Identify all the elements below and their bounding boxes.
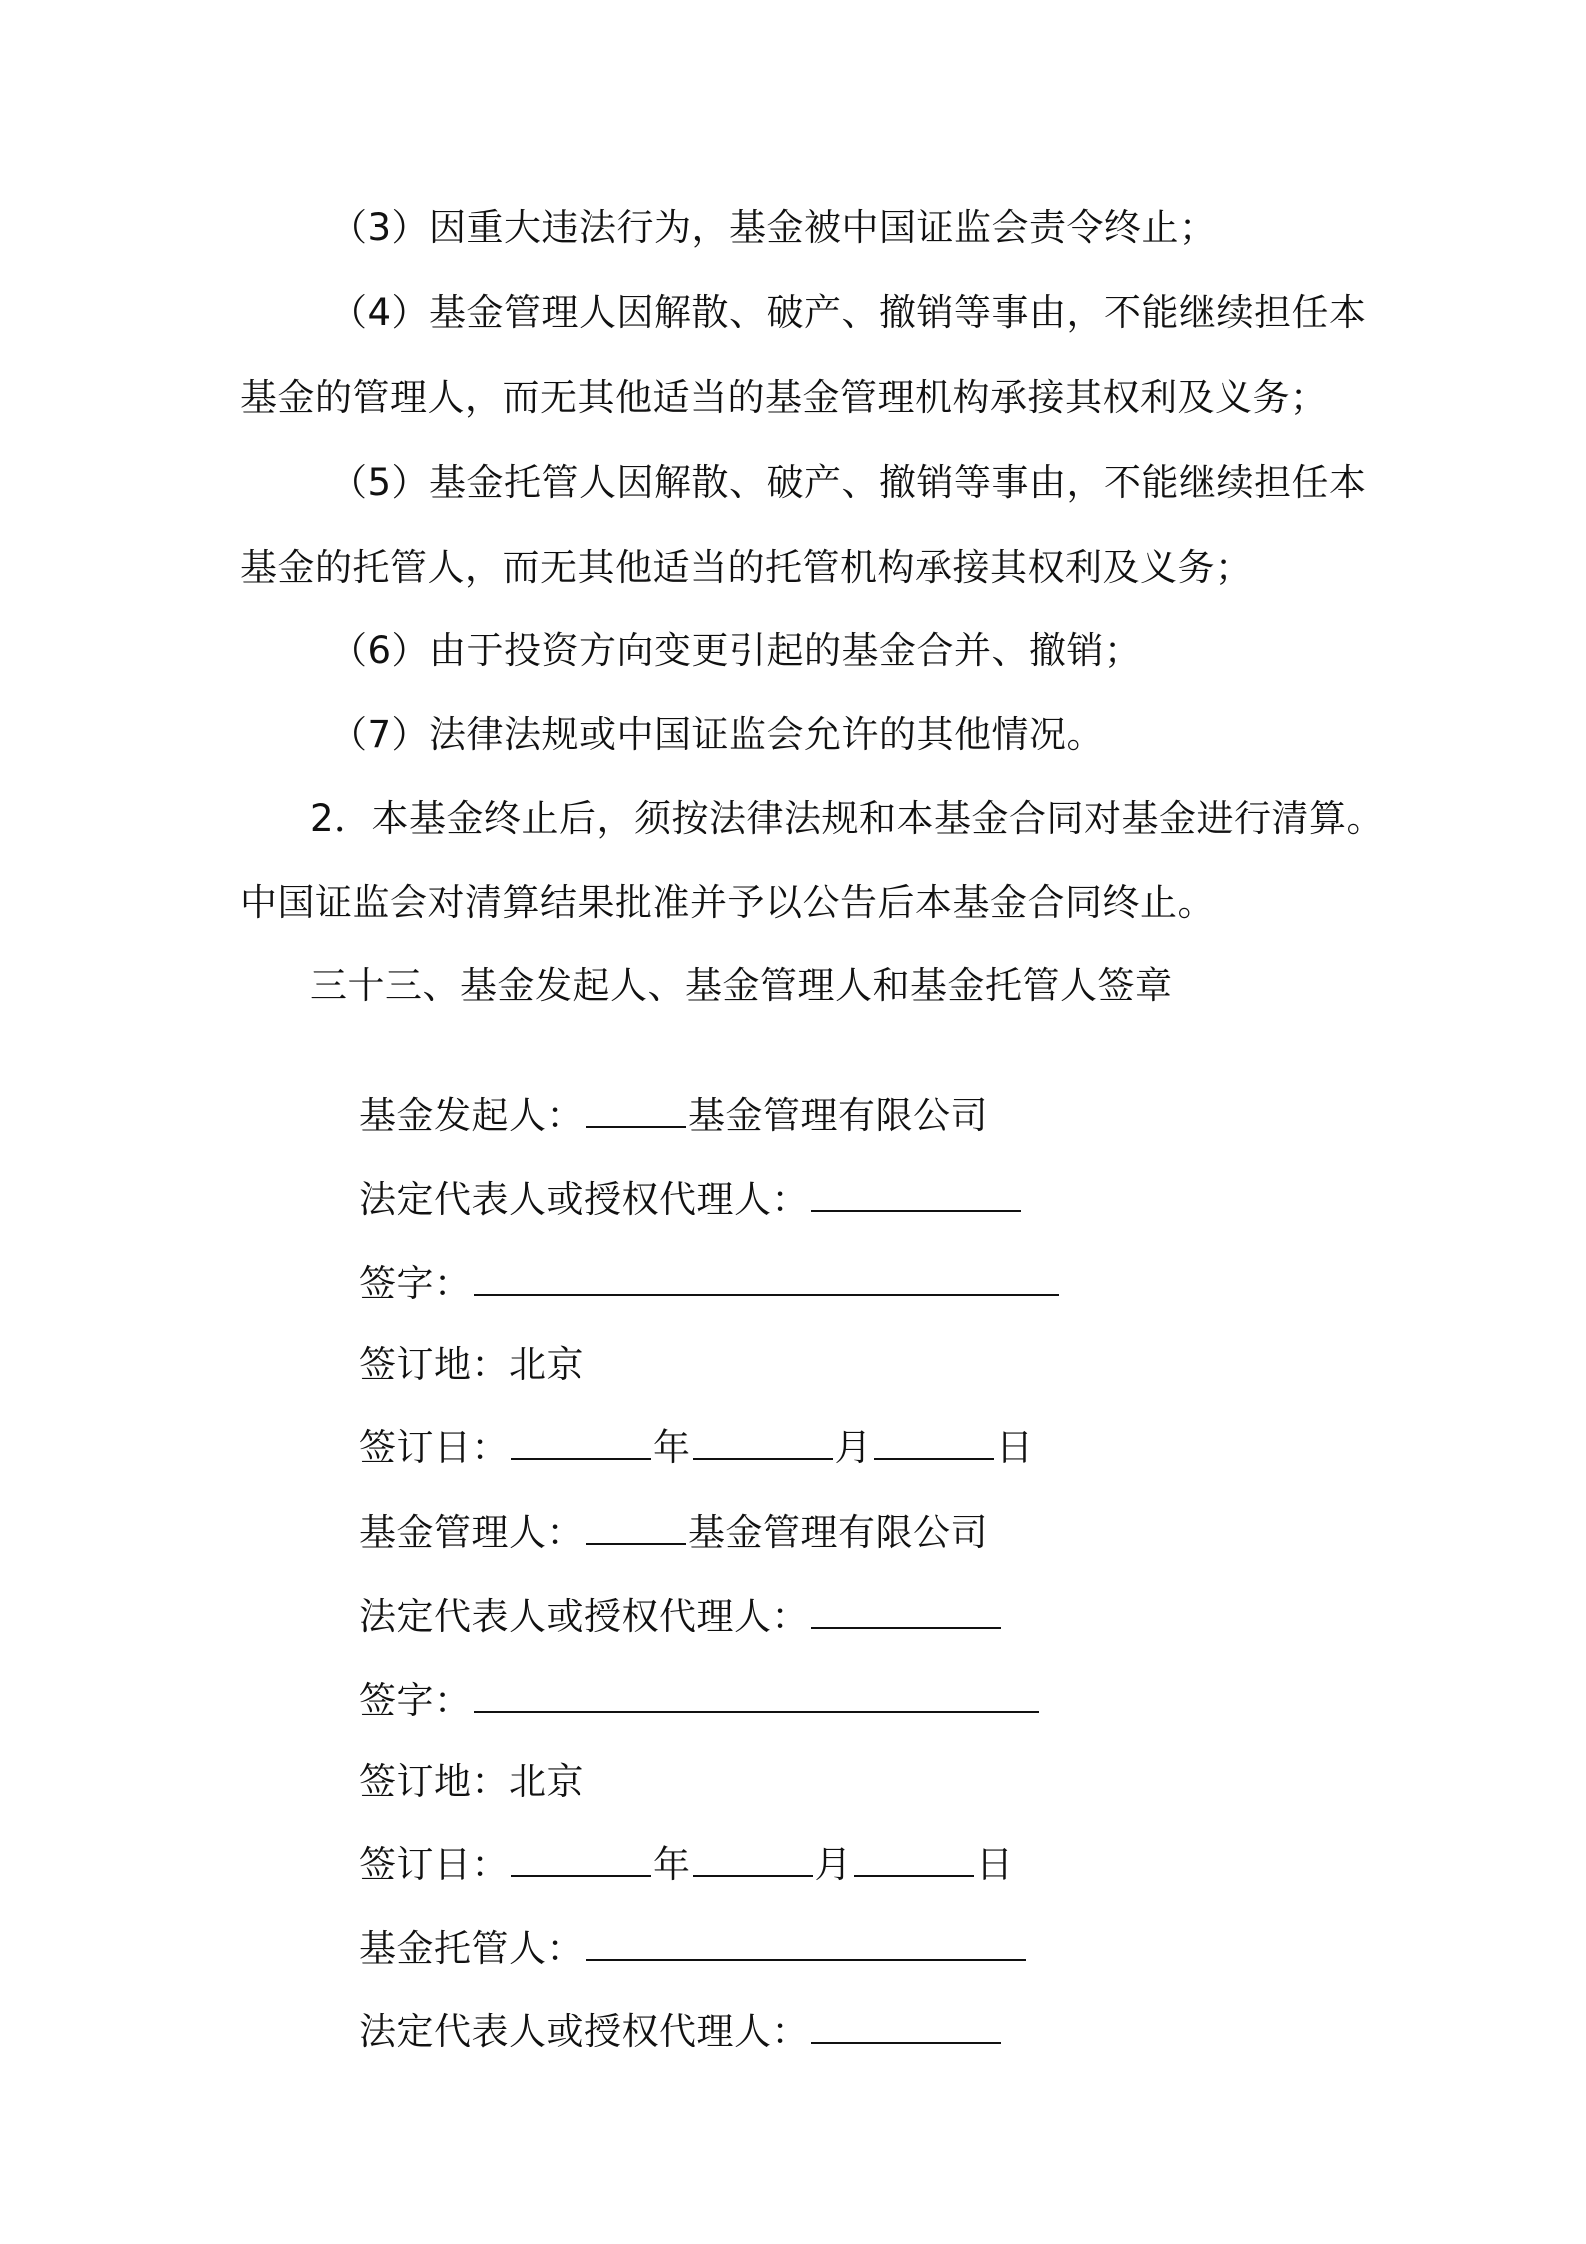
manager-year-blank [511, 1845, 651, 1877]
manager-sign-blank [474, 1681, 1039, 1713]
manager-place-value: 北京 [509, 1760, 585, 1803]
sponsor-rep-blank [811, 1180, 1021, 1212]
manager-year: 年 [653, 1843, 691, 1886]
manager-day-blank [854, 1845, 974, 1877]
sponsor-suffix: 基金管理有限公司 [688, 1094, 989, 1137]
manager-rep-blank [811, 1597, 1001, 1629]
paragraph-2: 2．本基金终止后，须按法律法规和本基金合同对基金进行清算。 [310, 797, 1385, 840]
manager-rep-label: 法定代表人或授权代理人： [359, 1595, 810, 1638]
sponsor-month-blank [693, 1428, 833, 1460]
clause-3: （3）因重大违法行为，基金被中国证监会责令终止； [330, 206, 1217, 249]
clause-7: （7）法律法规或中国证监会允许的其他情况。 [330, 713, 1105, 756]
manager-label: 基金管理人： [359, 1511, 585, 1554]
custodian-rep-line [310, 1963, 1003, 2101]
sponsor-year-blank [511, 1428, 651, 1460]
clause-6: （6）由于投资方向变更引起的基金合并、撤销； [330, 629, 1142, 672]
sponsor-rep-label: 法定代表人或授权代理人： [359, 1178, 810, 1221]
clause-4-continued: 基金的管理人，而无其他适当的基金管理机构承接其权利及义务； [240, 376, 1328, 419]
manager-suffix: 基金管理有限公司 [688, 1511, 989, 1554]
paragraph-2-continued: 中国证监会对清算结果批准并予以公告后本基金合同终止。 [240, 881, 1215, 924]
manager-sign-label: 签字： [359, 1679, 472, 1722]
custodian-rep-blank [811, 2012, 1001, 2044]
sponsor-name-blank [586, 1096, 686, 1128]
sponsor-day: 日 [996, 1426, 1034, 1469]
sponsor-year: 年 [653, 1426, 691, 1469]
sponsor-label: 基金发起人： [359, 1094, 585, 1137]
sponsor-sign-label: 签字： [359, 1262, 472, 1305]
sponsor-day-blank [874, 1428, 994, 1460]
sponsor-sign-blank [474, 1264, 1059, 1296]
manager-place-label: 签订地： [359, 1760, 510, 1803]
manager-day: 日 [976, 1843, 1014, 1886]
custodian-name-blank [586, 1929, 1026, 1961]
clause-4: （4）基金管理人因解散、破产、撤销等事由，不能继续担任本 [330, 291, 1367, 334]
section-33-heading: 三十三、基金发起人、基金管理人和基金托管人签章 [310, 964, 1173, 1007]
manager-date-label: 签订日： [359, 1843, 510, 1886]
sponsor-date-label: 签订日： [359, 1426, 510, 1469]
manager-name-blank [586, 1513, 686, 1545]
sponsor-place-label: 签订地： [359, 1343, 510, 1386]
custodian-rep-label: 法定代表人或授权代理人： [359, 2010, 810, 2053]
custodian-label: 基金托管人： [359, 1927, 585, 1970]
clause-5-continued: 基金的托管人，而无其他适当的托管机构承接其权利及义务； [240, 546, 1253, 589]
sponsor-month: 月 [834, 1426, 873, 1469]
sponsor-place-value: 北京 [509, 1343, 585, 1386]
manager-month: 月 [814, 1843, 853, 1886]
manager-month-blank [693, 1845, 813, 1877]
clause-5: （5）基金托管人因解散、破产、撤销等事由，不能继续担任本 [330, 461, 1367, 504]
